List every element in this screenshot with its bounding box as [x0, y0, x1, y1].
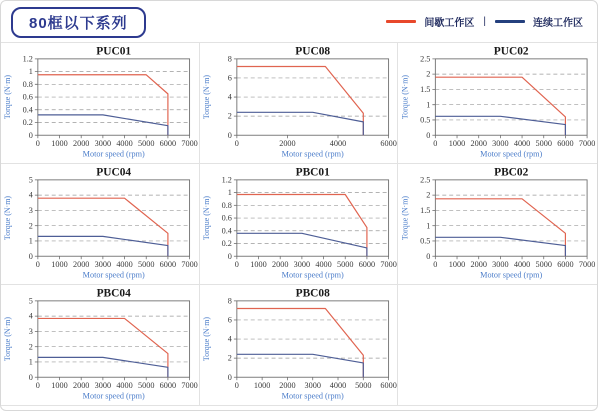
y-axis-label: Torque (N·m) — [3, 74, 13, 120]
x-tick-label: 2000 — [278, 381, 296, 391]
continuous-zone-swatch — [495, 20, 525, 23]
y-tick-label: 2 — [227, 353, 232, 363]
y-axis-label: Torque (N·m) — [3, 195, 13, 241]
y-tick-label: 1.5 — [420, 84, 431, 94]
plot-border — [38, 301, 190, 377]
y-axis-label: Torque (N·m) — [400, 74, 410, 120]
y-tick-label: 1 — [28, 236, 33, 246]
x-axis-label: Motor speed (rpm) — [281, 270, 344, 280]
y-tick-label: 2 — [28, 342, 33, 352]
x-axis-label: Motor speed (rpm) — [281, 391, 344, 401]
intermittent-zone-line — [38, 318, 168, 377]
y-tick-label: 0 — [426, 251, 431, 261]
intermittent-zone-line — [237, 195, 367, 257]
header — [1, 1, 597, 42]
x-tick-label: 6000 — [557, 260, 574, 270]
series-title: 80框以下系列 — [29, 15, 128, 32]
y-tick-label: 0.4 — [22, 105, 33, 115]
x-tick-label: 4000 — [514, 139, 531, 149]
x-tick-label: 5000 — [138, 260, 155, 270]
x-tick-label: 0 — [234, 139, 239, 149]
x-tick-label: 0 — [35, 260, 40, 270]
intermittent-zone-line — [38, 198, 168, 256]
x-tick-label: 3000 — [94, 381, 112, 391]
x-tick-label: 5000 — [138, 381, 155, 391]
y-axis-label: Torque (N·m) — [400, 195, 410, 241]
x-tick-label: 7000 — [181, 381, 198, 391]
y-tick-label: 0 — [28, 372, 33, 382]
y-tick-label: 0 — [28, 130, 33, 140]
x-tick-label: 4000 — [514, 260, 531, 270]
chart-PUC02 — [398, 43, 597, 163]
y-tick-label: 0.5 — [420, 236, 431, 246]
x-tick-label: 7000 — [181, 260, 198, 270]
y-tick-label: 0.2 — [221, 239, 232, 249]
chart-cell-PUC04 — [1, 164, 200, 285]
x-tick-label: 5000 — [138, 139, 155, 149]
x-tick-label: 0 — [35, 139, 40, 149]
chart-title: PUC01 — [96, 45, 132, 58]
y-tick-label: 8 — [227, 296, 232, 306]
x-tick-label: 4000 — [116, 139, 133, 149]
y-tick-label: 0 — [426, 130, 431, 140]
continuous-zone-line — [436, 237, 566, 256]
x-tick-label: 0 — [35, 381, 40, 391]
chart-title: PUC04 — [96, 166, 132, 179]
intermittent-zone-swatch — [386, 20, 416, 23]
intermittent-zone-line — [38, 75, 168, 135]
legend — [386, 14, 583, 29]
y-tick-label: 0.6 — [22, 92, 33, 102]
x-tick-label: 3000 — [492, 139, 509, 149]
x-tick-label: 3000 — [492, 260, 509, 270]
x-tick-label: 1000 — [51, 139, 68, 149]
y-tick-label: 8 — [227, 54, 232, 64]
x-tick-label: 2000 — [271, 260, 289, 270]
chart-PBC02 — [398, 164, 597, 284]
chart-cell-PBC08 — [200, 285, 399, 406]
y-tick-label: 1.2 — [22, 54, 33, 64]
x-tick-label: 3000 — [94, 139, 112, 149]
chart-cell-PUC01 — [1, 43, 200, 164]
chart-title: PUC08 — [294, 45, 330, 58]
chart-title: PUC02 — [494, 45, 529, 58]
y-tick-label: 3 — [28, 326, 33, 336]
chart-cell-empty — [398, 285, 597, 406]
chart-PBC04 — [1, 285, 199, 405]
x-axis-label: Motor speed (rpm) — [281, 149, 344, 159]
x-tick-label: 0 — [234, 260, 239, 270]
x-tick-label: 0 — [433, 260, 438, 270]
y-axis-label: Torque (N·m) — [201, 316, 211, 362]
intermittent-zone-line — [237, 67, 363, 136]
continuous-zone-line — [237, 112, 363, 135]
y-tick-label: 1 — [426, 221, 431, 231]
x-tick-label: 4000 — [314, 260, 332, 270]
x-tick-label: 1000 — [449, 260, 466, 270]
y-tick-label: 1 — [28, 67, 33, 77]
y-tick-label: 0 — [227, 251, 232, 261]
chart-title: PBC04 — [96, 287, 131, 300]
y-tick-label: 0 — [227, 130, 232, 140]
y-tick-label: 5 — [28, 175, 33, 185]
x-tick-label: 6000 — [557, 139, 574, 149]
x-tick-label: 6000 — [159, 381, 177, 391]
x-axis-label: Motor speed (rpm) — [82, 270, 145, 280]
y-axis-label: Torque (N·m) — [201, 74, 211, 120]
x-tick-label: 1000 — [249, 260, 267, 270]
x-tick-label: 7000 — [181, 139, 198, 149]
y-tick-label: 1 — [426, 100, 431, 110]
x-tick-label: 0 — [234, 381, 239, 391]
intermittent-zone-line — [436, 199, 566, 256]
x-tick-label: 4000 — [329, 381, 346, 391]
y-tick-label: 1 — [28, 357, 33, 367]
x-tick-label: 3000 — [293, 260, 310, 270]
continuous-zone-line — [38, 115, 168, 135]
x-axis-label: Motor speed (rpm) — [82, 149, 145, 159]
series-title-chip[interactable] — [11, 7, 146, 38]
x-tick-label: 7000 — [579, 139, 596, 149]
x-tick-label: 2000 — [72, 260, 90, 270]
x-tick-label: 6000 — [380, 381, 397, 391]
x-tick-label: 6000 — [159, 260, 177, 270]
chart-cell-PUC08 — [200, 43, 399, 164]
charts-grid — [1, 42, 597, 406]
y-tick-label: 1.2 — [221, 175, 232, 185]
x-tick-label: 4000 — [116, 260, 133, 270]
x-tick-label: 3000 — [94, 260, 112, 270]
y-tick-label: 0.4 — [221, 226, 232, 236]
y-tick-label: 0 — [28, 251, 33, 261]
y-tick-label: 0.2 — [22, 118, 33, 128]
continuous-zone-line — [237, 354, 363, 377]
x-tick-label: 5000 — [535, 139, 553, 149]
y-tick-label: 0.5 — [420, 115, 431, 125]
x-tick-label: 5000 — [354, 381, 372, 391]
y-tick-label: 0 — [227, 372, 232, 382]
x-axis-label: Motor speed (rpm) — [480, 149, 543, 159]
plot-border — [436, 59, 588, 135]
x-tick-label: 7000 — [579, 260, 596, 270]
x-axis-label: Motor speed (rpm) — [82, 391, 145, 401]
y-tick-label: 6 — [227, 315, 232, 325]
chart-PUC04 — [1, 164, 199, 284]
y-tick-label: 5 — [28, 296, 33, 306]
plot-border — [38, 180, 190, 256]
y-tick-label: 0.8 — [221, 200, 232, 210]
y-tick-label: 4 — [227, 92, 232, 102]
chart-PBC08 — [200, 285, 398, 405]
x-tick-label: 0 — [433, 139, 438, 149]
x-tick-label: 2000 — [470, 139, 488, 149]
y-axis-label: Torque (N·m) — [201, 195, 211, 241]
y-tick-label: 1.5 — [420, 205, 431, 215]
chart-PUC01 — [1, 43, 199, 163]
x-tick-label: 3000 — [304, 381, 321, 391]
chart-PUC08 — [200, 43, 398, 163]
chart-cell-PBC01 — [200, 164, 399, 285]
chart-cell-PBC04 — [1, 285, 200, 406]
y-tick-label: 3 — [28, 205, 33, 215]
y-axis-label: Torque (N·m) — [3, 316, 13, 362]
x-tick-label: 2000 — [278, 139, 296, 149]
chart-title: PBC02 — [494, 166, 529, 179]
y-tick-label: 2 — [227, 111, 232, 121]
continuous-zone-line — [237, 233, 367, 256]
y-tick-label: 1 — [227, 188, 232, 198]
y-tick-label: 4 — [28, 311, 33, 321]
y-tick-label: 0.8 — [22, 79, 33, 89]
chart-title: PBC08 — [295, 287, 330, 300]
x-tick-label: 6000 — [358, 260, 375, 270]
x-tick-label: 7000 — [380, 260, 397, 270]
x-tick-label: 1000 — [253, 381, 271, 391]
chart-title: PBC01 — [295, 166, 330, 179]
chart-cell-PBC02 — [398, 164, 597, 285]
y-tick-label: 2 — [28, 221, 33, 231]
chart-PBC01 — [200, 164, 398, 284]
intermittent-zone-line — [436, 77, 566, 135]
continuous-zone-label: 连续工作区 — [533, 18, 583, 29]
continuous-zone-line — [38, 236, 168, 256]
plot-border — [436, 180, 588, 256]
legend-separator: | — [483, 16, 486, 27]
x-tick-label: 6000 — [159, 139, 177, 149]
x-axis-label: Motor speed (rpm) — [480, 270, 543, 280]
intermittent-zone-label: 间歇工作区 — [424, 18, 475, 29]
x-tick-label: 2000 — [72, 381, 90, 391]
continuous-zone-line — [38, 357, 168, 377]
x-tick-label: 6000 — [380, 139, 397, 149]
x-tick-label: 1000 — [51, 381, 68, 391]
y-tick-label: 2.5 — [420, 54, 431, 64]
x-tick-label: 4000 — [329, 139, 346, 149]
y-tick-label: 2.5 — [420, 175, 431, 185]
x-tick-label: 2000 — [72, 139, 90, 149]
y-tick-label: 4 — [227, 334, 232, 344]
x-tick-label: 4000 — [116, 381, 133, 391]
x-tick-label: 1000 — [51, 260, 68, 270]
y-tick-label: 0.6 — [221, 213, 232, 223]
x-tick-label: 1000 — [449, 139, 466, 149]
chart-cell-PUC02 — [398, 43, 597, 164]
x-tick-label: 2000 — [470, 260, 488, 270]
x-tick-label: 5000 — [535, 260, 553, 270]
continuous-zone-line — [436, 116, 566, 135]
y-tick-label: 4 — [28, 190, 33, 200]
intermittent-zone-line — [237, 309, 363, 378]
y-tick-label: 6 — [227, 73, 232, 83]
y-tick-label: 2 — [426, 190, 431, 200]
y-tick-label: 2 — [426, 69, 431, 79]
x-tick-label: 5000 — [336, 260, 354, 270]
